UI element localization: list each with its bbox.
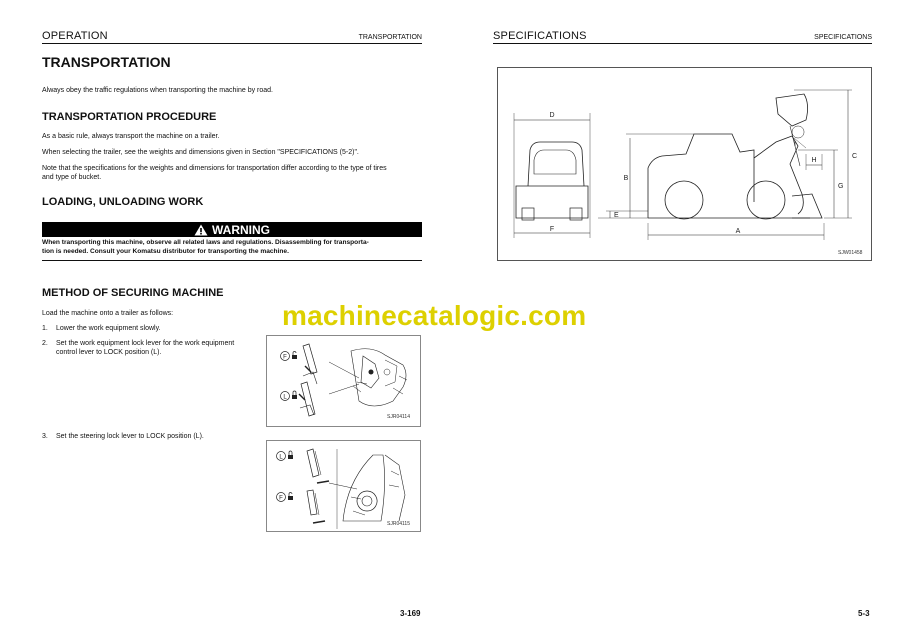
step-2-text-line-2: control lever to LOCK position (L).: [56, 349, 162, 356]
procedure-paragraph-2: When selecting the trailer, see the weights and dimensions given in Section "SPECIFICATIONS (5-2)".: [42, 149, 359, 156]
figure-2-code: SJR04115: [387, 521, 410, 527]
left-header-rule: [42, 43, 422, 44]
right-header-section: SPECIFICATIONS: [493, 30, 587, 42]
dimensions-figure-code: SJW01458: [838, 250, 863, 256]
step-1-number: 1.: [42, 325, 48, 332]
lock-lever-illustration: [267, 336, 420, 426]
warning-triangle-icon: [194, 224, 208, 236]
warning-label: WARNING: [212, 222, 270, 237]
right-page-number: 5-3: [858, 609, 870, 618]
warning-bottom-rule: [42, 260, 422, 261]
step-2-number: 2.: [42, 340, 48, 347]
dim-label-g: G: [838, 183, 844, 190]
right-header-topic: SPECIFICATIONS: [814, 34, 872, 41]
dim-label-e: E: [614, 212, 619, 219]
dim-label-f: F: [549, 226, 555, 233]
dim-label-b: B: [623, 175, 629, 182]
step-1-text: Lower the work equipment slowly.: [56, 325, 161, 332]
loading-heading: LOADING, UNLOADING WORK: [42, 196, 204, 208]
procedure-heading: TRANSPORTATION PROCEDURE: [42, 111, 217, 123]
warning-text-line-1: When transporting this machine, observe all related laws and regulations. Disassembling for transporta-: [42, 239, 369, 246]
procedure-paragraph-1: As a basic rule, always transport the machine on a trailer.: [42, 133, 220, 140]
procedure-paragraph-3-line-2: and type of bucket.: [42, 174, 102, 181]
step-3-text: Set the steering lock lever to LOCK position (L).: [56, 433, 204, 440]
dim-label-i: I: [794, 141, 796, 148]
loader-dimensions-drawing: [498, 68, 871, 260]
fig1-label-f: F: [283, 354, 287, 361]
left-page-number: 3-169: [400, 609, 421, 618]
dimensions-figure: [497, 67, 872, 261]
warning-text-line-2: tion is needed. Consult your Komatsu distributor for transporting the machine.: [42, 248, 289, 255]
right-header-rule: [493, 43, 872, 44]
procedure-paragraph-3-line-1: Note that the specifications for the weights and dimensions for transportation differ according to the type of tires: [42, 165, 387, 172]
figure-steering-lock: [266, 440, 421, 532]
securing-intro: Load the machine onto a trailer as follows:: [42, 310, 174, 317]
fig2-label-f: F: [279, 495, 283, 502]
figure-1-code: SJR04114: [387, 414, 410, 420]
figure-work-equipment-lock: [266, 335, 421, 427]
page-title: TRANSPORTATION: [42, 54, 171, 70]
intro-text: Always obey the traffic regulations when transporting the machine by road.: [42, 87, 273, 94]
fig1-label-l: L: [283, 394, 287, 401]
dim-label-d: D: [549, 112, 555, 119]
step-3-number: 3.: [42, 433, 48, 440]
warning-banner: [42, 222, 422, 237]
dim-label-a: A: [735, 228, 741, 235]
watermark: machinecatalogic.com: [282, 300, 587, 331]
left-header-topic: TRANSPORTATION: [358, 34, 422, 41]
left-header-section: OPERATION: [42, 30, 108, 42]
fig2-label-l: L: [279, 454, 283, 461]
step-2-text-line-1: Set the work equipment lock lever for the work equipment: [56, 340, 235, 347]
dim-label-c: C: [852, 153, 858, 160]
securing-heading: METHOD OF SECURING MACHINE: [42, 287, 224, 299]
steering-lock-illustration: [267, 441, 420, 531]
dim-label-h: H: [811, 157, 817, 164]
